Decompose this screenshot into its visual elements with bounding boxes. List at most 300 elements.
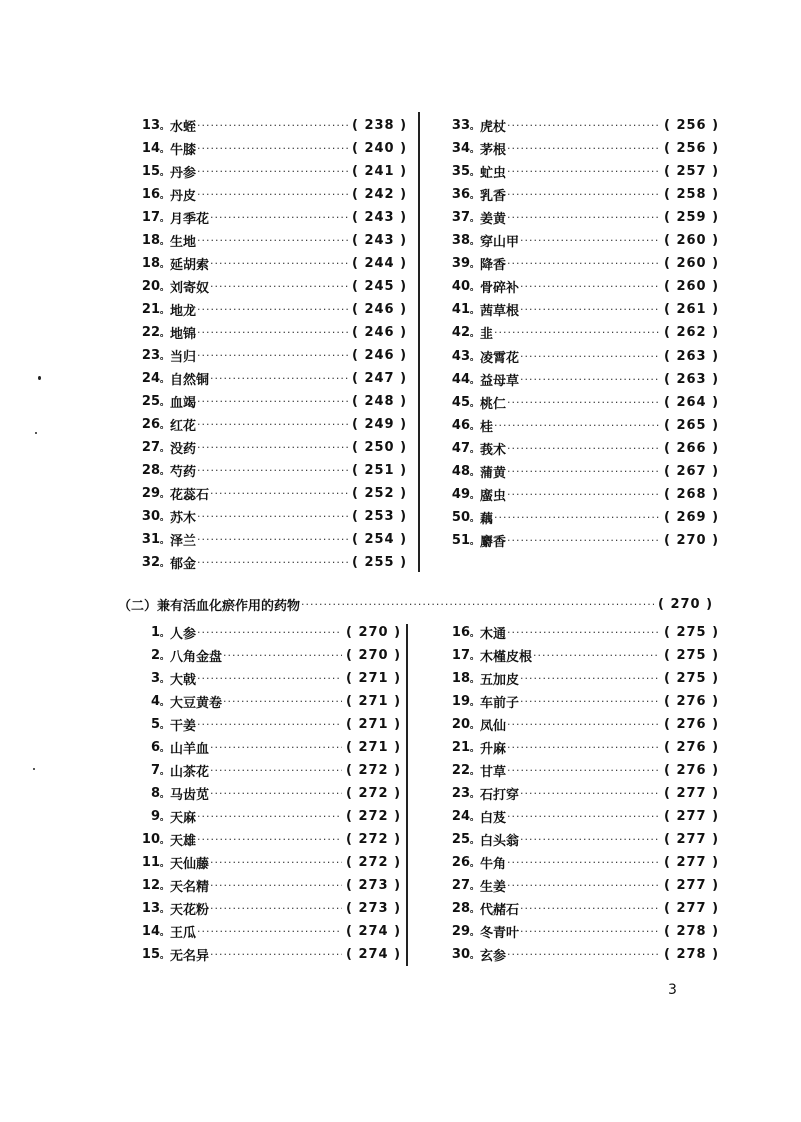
- entry-page: ( 260 ): [664, 279, 720, 295]
- toc-entry: [134, 783, 402, 803]
- entry-name: 天麻: [170, 810, 197, 826]
- entry-name: 藕: [480, 512, 494, 528]
- entry-page: ( 243 ): [352, 209, 408, 225]
- entry-page: ( 255 ): [352, 554, 408, 570]
- entry-separator: 。: [470, 352, 480, 363]
- entry-separator: 。: [160, 720, 170, 731]
- entry-number: 13: [141, 900, 160, 916]
- entry-name: 丹皮: [170, 188, 197, 204]
- entry-number: 2: [150, 647, 160, 663]
- leader-dots: [210, 764, 342, 777]
- entry-number: 44: [451, 371, 470, 387]
- entry-separator: 。: [470, 651, 480, 662]
- entry-page: ( 244 ): [352, 255, 408, 271]
- entry-name: 韭: [480, 327, 494, 343]
- entry-number: 9: [150, 808, 160, 824]
- entry-number: 13: [141, 117, 160, 133]
- leader-dots: [494, 326, 660, 339]
- leader-dots: [210, 856, 342, 869]
- entry-page: ( 274 ): [346, 946, 402, 962]
- entry-number: 31: [141, 531, 160, 547]
- toc-entry: [134, 714, 402, 734]
- entry-number: 45: [451, 394, 470, 410]
- entry-number: 17: [141, 209, 160, 225]
- entry-page: ( 271 ): [346, 670, 402, 686]
- entry-separator: 。: [160, 466, 170, 477]
- entry-page: ( 273 ): [346, 877, 402, 893]
- leader-dots: [507, 257, 660, 270]
- entry-separator: 。: [160, 743, 170, 754]
- entry-separator: 。: [470, 398, 480, 409]
- entry-page: ( 238 ): [352, 117, 408, 133]
- toc-entry: [444, 806, 720, 826]
- entry-name: 白芨: [480, 810, 507, 826]
- toc-entry: [444, 714, 720, 734]
- entry-separator: 。: [160, 558, 170, 569]
- entry-number: 6: [150, 739, 160, 755]
- toc-entry: [444, 875, 720, 895]
- entry-separator: 。: [160, 927, 170, 938]
- entry-page: ( 246 ): [352, 324, 408, 340]
- toc-entry: [134, 737, 402, 757]
- entry-number: 23: [451, 785, 470, 801]
- entry-separator: 。: [470, 468, 480, 478]
- entry-page: ( 276 ): [664, 739, 720, 755]
- leader-dots: [507, 165, 660, 178]
- toc-entry: [444, 645, 720, 665]
- leader-dots: [507, 119, 660, 132]
- entry-separator: 。: [470, 306, 480, 317]
- toc-entry: [444, 184, 720, 204]
- entry-number: 10: [141, 831, 160, 847]
- entry-page: ( 262 ): [664, 325, 720, 341]
- toc-entry: [134, 391, 408, 411]
- toc-entry: [134, 552, 408, 572]
- entry-name: 人参: [170, 626, 197, 642]
- toc-entry: [134, 898, 402, 918]
- entry-separator: 。: [470, 766, 480, 777]
- leader-dots: [507, 488, 660, 501]
- entry-number: 22: [451, 762, 470, 778]
- entry-page: ( 256 ): [664, 117, 720, 133]
- entry-name: 桃仁: [480, 396, 507, 412]
- entry-name: 芍药: [170, 464, 197, 480]
- entry-separator: 。: [160, 121, 170, 132]
- leader-dots: [210, 372, 348, 385]
- toc-entry: [134, 806, 402, 826]
- toc-entry: [444, 231, 720, 251]
- entry-page: ( 268 ): [664, 487, 720, 503]
- entry-name: 生地: [170, 234, 197, 250]
- entry-separator: 。: [160, 766, 170, 777]
- entry-name: 王瓜: [170, 925, 197, 941]
- entry-number: 29: [451, 923, 470, 939]
- entry-separator: 。: [470, 950, 480, 961]
- toc-entry: [444, 254, 720, 274]
- entry-separator: 。: [160, 374, 170, 385]
- entry-separator: 。: [160, 651, 170, 662]
- entry-page: ( 253 ): [352, 508, 408, 524]
- entry-separator: 。: [470, 213, 480, 224]
- entry-page: ( 276 ): [664, 693, 720, 709]
- entry-number: 18: [141, 255, 160, 271]
- entry-name: 天仙藤: [170, 856, 210, 872]
- toc-entry: [444, 668, 720, 688]
- entry-number: 37: [451, 209, 470, 225]
- entry-number: 38: [451, 233, 470, 248]
- entry-name: 茜草根: [480, 304, 520, 320]
- leader-dots: [520, 234, 660, 247]
- entry-page: ( 257 ): [664, 163, 720, 179]
- entry-name: 骨碎补: [480, 281, 520, 297]
- entry-page: ( 267 ): [664, 464, 720, 479]
- entry-name: 姜黄: [480, 211, 507, 227]
- entry-page: ( 265 ): [664, 417, 720, 433]
- leader-dots: [197, 533, 348, 546]
- leader-dots: [210, 211, 348, 224]
- entry-page: ( 247 ): [352, 370, 408, 386]
- entry-number: 21: [451, 739, 470, 755]
- toc-entry: [444, 944, 720, 964]
- entry-name: 麝香: [480, 535, 507, 551]
- entry-page: ( 269 ): [664, 510, 720, 526]
- entry-name: 生姜: [480, 879, 507, 895]
- entry-number: 16: [141, 186, 160, 202]
- entry-name: 延胡索: [170, 257, 210, 273]
- entry-name: 莪术: [480, 442, 507, 458]
- entry-name: 木槿皮根: [480, 649, 533, 665]
- entry-separator: 。: [160, 535, 170, 546]
- entry-page: ( 272 ): [346, 808, 402, 824]
- leader-dots: [223, 649, 342, 662]
- entry-name: 水蛭: [170, 119, 197, 135]
- entry-name: 山茶花: [170, 764, 210, 780]
- entry-number: 41: [451, 302, 470, 318]
- entry-separator: 。: [470, 121, 480, 132]
- entry-name: 凤仙: [480, 718, 507, 734]
- entry-number: 1: [150, 624, 160, 640]
- entry-name: 自然铜: [170, 372, 210, 388]
- leader-dots: [197, 441, 348, 454]
- entry-number: 27: [141, 439, 160, 455]
- entry-separator: 。: [160, 328, 170, 339]
- entry-name: 红花: [170, 418, 197, 434]
- leader-dots: [197, 556, 348, 569]
- entry-page: ( 252 ): [352, 485, 408, 501]
- entry-name: 代赭石: [480, 902, 520, 918]
- entry-separator: 。: [160, 443, 170, 454]
- entry-number: 46: [451, 417, 470, 433]
- entry-number: 25: [451, 831, 470, 847]
- leader-dots: [507, 442, 660, 455]
- leader-dots: [197, 810, 342, 823]
- entry-separator: 。: [470, 743, 480, 754]
- entry-page: ( 263 ): [664, 371, 720, 387]
- leader-dots: [520, 303, 660, 316]
- entry-separator: 。: [160, 282, 170, 293]
- entry-page: ( 250 ): [352, 439, 408, 455]
- toc-entry: [444, 207, 720, 227]
- entry-page: ( 241 ): [352, 163, 408, 179]
- leader-dots: [197, 510, 348, 523]
- entry-name: 冬青叶: [480, 925, 520, 941]
- leader-dots: [210, 487, 348, 500]
- leader-dots: [507, 211, 660, 224]
- leader-dots: [520, 350, 660, 363]
- leader-dots: [210, 787, 342, 800]
- toc-entry: [444, 415, 720, 435]
- entry-name: 升麻: [480, 741, 507, 757]
- leader-dots: [197, 672, 342, 685]
- toc-entry: [444, 691, 720, 711]
- entry-name: 玄参: [480, 948, 507, 964]
- entry-number: 15: [141, 163, 160, 179]
- entry-name: 凌霄花: [480, 350, 520, 366]
- entry-page: ( 256 ): [664, 140, 720, 156]
- entry-name: 大豆黄卷: [170, 695, 223, 711]
- entry-number: 29: [141, 485, 160, 501]
- entry-name: 虻虫: [480, 165, 507, 181]
- entry-page: ( 259 ): [664, 209, 720, 225]
- entry-page: ( 246 ): [352, 347, 408, 363]
- entry-number: 39: [451, 256, 470, 272]
- entry-number: 36: [451, 186, 470, 202]
- entry-separator: 。: [160, 351, 170, 362]
- leader-dots: [197, 349, 348, 362]
- entry-separator: 。: [470, 858, 480, 869]
- entry-name: 泽兰: [170, 533, 197, 549]
- entry-separator: 。: [470, 329, 480, 340]
- entry-name: 八角金盘: [170, 649, 223, 665]
- entry-name: 乳香: [480, 188, 507, 204]
- scan-speck: [33, 768, 35, 770]
- leader-dots: [520, 833, 660, 846]
- entry-number: 28: [141, 462, 160, 478]
- leader-dots: [507, 465, 660, 478]
- entry-page: ( 240 ): [352, 140, 408, 156]
- toc-entry: [444, 138, 720, 158]
- leader-dots: [520, 902, 660, 915]
- toc-entry: [134, 622, 402, 642]
- entry-number: 27: [451, 877, 470, 893]
- toc-entry: [444, 485, 720, 505]
- entry-page: ( 272 ): [346, 831, 402, 847]
- entry-number: 5: [150, 716, 160, 732]
- leader-dots: [197, 395, 348, 408]
- entry-number: 48: [451, 464, 470, 479]
- section-heading-page: ( 270 ): [658, 596, 714, 612]
- entry-number: 24: [451, 808, 470, 824]
- entry-page: ( 251 ): [352, 462, 408, 478]
- entry-number: 15: [141, 946, 160, 962]
- entry-name: 茅根: [480, 142, 507, 158]
- leader-dots: [197, 303, 348, 316]
- scan-speck: [35, 432, 37, 434]
- toc-entry: [444, 737, 720, 757]
- entry-page: ( 248 ): [352, 393, 408, 409]
- entry-name: 天名精: [170, 879, 210, 895]
- leader-dots: [210, 902, 342, 915]
- entry-separator: 。: [160, 259, 170, 270]
- entry-separator: 。: [160, 489, 170, 500]
- entry-separator: 。: [160, 904, 170, 915]
- entry-name: 大戟: [170, 672, 197, 688]
- toc-entry: [444, 508, 720, 528]
- entry-name: 血竭: [170, 395, 197, 411]
- leader-dots: [507, 142, 660, 155]
- leader-dots: [520, 695, 660, 708]
- entry-page: ( 271 ): [346, 693, 402, 709]
- entry-name: 郁金: [170, 556, 197, 572]
- entry-page: ( 249 ): [352, 416, 408, 432]
- entry-name: 苏木: [170, 510, 197, 526]
- entry-name: 益母草: [480, 373, 520, 389]
- entry-separator: 。: [470, 491, 480, 502]
- leader-dots: [197, 234, 348, 247]
- entry-separator: 。: [470, 812, 480, 823]
- entry-separator: 。: [160, 305, 170, 316]
- toc-entry: [444, 161, 720, 181]
- entry-page: ( 260 ): [664, 233, 720, 248]
- toc-entry: [444, 323, 720, 343]
- entry-number: 14: [141, 140, 160, 156]
- leader-dots: [197, 165, 348, 178]
- leader-dots: [197, 326, 348, 339]
- entry-number: 33: [451, 117, 470, 133]
- entry-page: ( 273 ): [346, 900, 402, 916]
- entry-name: 蒲黄: [480, 466, 507, 481]
- toc-entry: [134, 691, 402, 711]
- entry-page: ( 271 ): [346, 716, 402, 732]
- entry-number: 49: [451, 487, 470, 503]
- leader-dots: [520, 373, 660, 386]
- toc-entry: [444, 760, 720, 780]
- leader-dots: [197, 464, 348, 477]
- entry-page: ( 277 ): [664, 785, 720, 801]
- leader-dots: [197, 188, 348, 201]
- entry-page: ( 274 ): [346, 923, 402, 939]
- entry-page: ( 278 ): [664, 946, 720, 962]
- toc-entry: [444, 921, 720, 941]
- entry-page: ( 246 ): [352, 301, 408, 317]
- entry-number: 19: [451, 693, 470, 709]
- leader-dots: [520, 787, 660, 800]
- entry-separator: 。: [470, 167, 480, 178]
- toc-entry: [444, 783, 720, 803]
- entry-number: 30: [451, 946, 470, 962]
- entry-name: 丹参: [170, 165, 197, 181]
- leader-dots: [197, 119, 348, 132]
- toc-entry: [444, 369, 720, 389]
- entry-number: 16: [451, 624, 470, 640]
- leader-dots: [507, 741, 660, 754]
- toc-entry: [134, 529, 408, 549]
- entry-separator: 。: [470, 537, 480, 548]
- toc-entry: [444, 115, 720, 135]
- toc-entry: [134, 875, 402, 895]
- scan-speck: [38, 376, 41, 380]
- entry-name: 穿山甲: [480, 235, 520, 250]
- leader-dots: [494, 419, 660, 432]
- entry-page: ( 270 ): [664, 533, 720, 549]
- entry-page: ( 277 ): [664, 831, 720, 847]
- toc-entry: [134, 253, 408, 273]
- toc-entry: [134, 322, 408, 342]
- entry-page: ( 245 ): [352, 278, 408, 294]
- toc-entry: [444, 346, 720, 366]
- column-divider: [418, 112, 420, 572]
- entry-separator: 。: [160, 881, 170, 892]
- entry-page: ( 258 ): [664, 186, 720, 202]
- leader-dots: [507, 718, 660, 731]
- toc-entry: [134, 230, 408, 250]
- leader-dots: [197, 925, 342, 938]
- leader-dots: [507, 188, 660, 201]
- entry-number: 47: [451, 440, 470, 456]
- toc-entry: [444, 462, 720, 482]
- leader-dots: [210, 879, 342, 892]
- entry-name: 石打穿: [480, 787, 520, 803]
- entry-page: ( 254 ): [352, 531, 408, 547]
- entry-number: 20: [451, 716, 470, 732]
- entry-separator: 。: [160, 628, 170, 639]
- toc-entry: [444, 829, 720, 849]
- entry-name: 䗪虫: [480, 489, 507, 505]
- entry-name: 车前子: [480, 695, 520, 711]
- toc-entry: [134, 921, 402, 941]
- toc-entry: [134, 829, 402, 849]
- toc-entry: [134, 460, 408, 480]
- entry-name: 降香: [480, 258, 507, 274]
- entry-separator: 。: [470, 674, 480, 685]
- entry-page: ( 277 ): [664, 854, 720, 870]
- toc-entry: [134, 115, 408, 135]
- entry-number: 21: [141, 301, 160, 317]
- toc-entry: [444, 898, 720, 918]
- toc-entry: [134, 299, 408, 319]
- entry-separator: 。: [470, 628, 480, 639]
- entry-separator: 。: [470, 421, 480, 432]
- entry-number: 22: [141, 324, 160, 340]
- entry-number: 7: [150, 762, 160, 778]
- toc-entry: [134, 161, 408, 181]
- entry-number: 34: [451, 140, 470, 156]
- entry-name: 花蕊石: [170, 487, 210, 503]
- leader-dots: [507, 810, 660, 823]
- toc-entry: [134, 506, 408, 526]
- entry-number: 14: [141, 923, 160, 939]
- entry-number: 12: [141, 877, 160, 893]
- toc-entry: [444, 300, 720, 320]
- section-heading: [118, 594, 714, 614]
- entry-page: ( 243 ): [352, 232, 408, 248]
- entry-page: ( 272 ): [346, 854, 402, 870]
- entry-page: ( 266 ): [664, 440, 720, 456]
- leader-dots: [210, 280, 348, 293]
- entry-separator: 。: [470, 835, 480, 846]
- entry-page: ( 260 ): [664, 256, 720, 272]
- entry-name: 虎杖: [480, 119, 507, 135]
- leader-dots: [533, 649, 660, 662]
- entry-page: ( 278 ): [664, 923, 720, 939]
- leader-dots: [507, 396, 660, 409]
- entry-separator: 。: [160, 213, 170, 224]
- section-heading-title: （二）兼有活血化瘀作用的药物: [118, 598, 301, 614]
- entry-name: 地龙: [170, 303, 197, 319]
- entry-number: 40: [451, 279, 470, 295]
- entry-page: ( 242 ): [352, 186, 408, 202]
- entry-separator: 。: [470, 444, 480, 455]
